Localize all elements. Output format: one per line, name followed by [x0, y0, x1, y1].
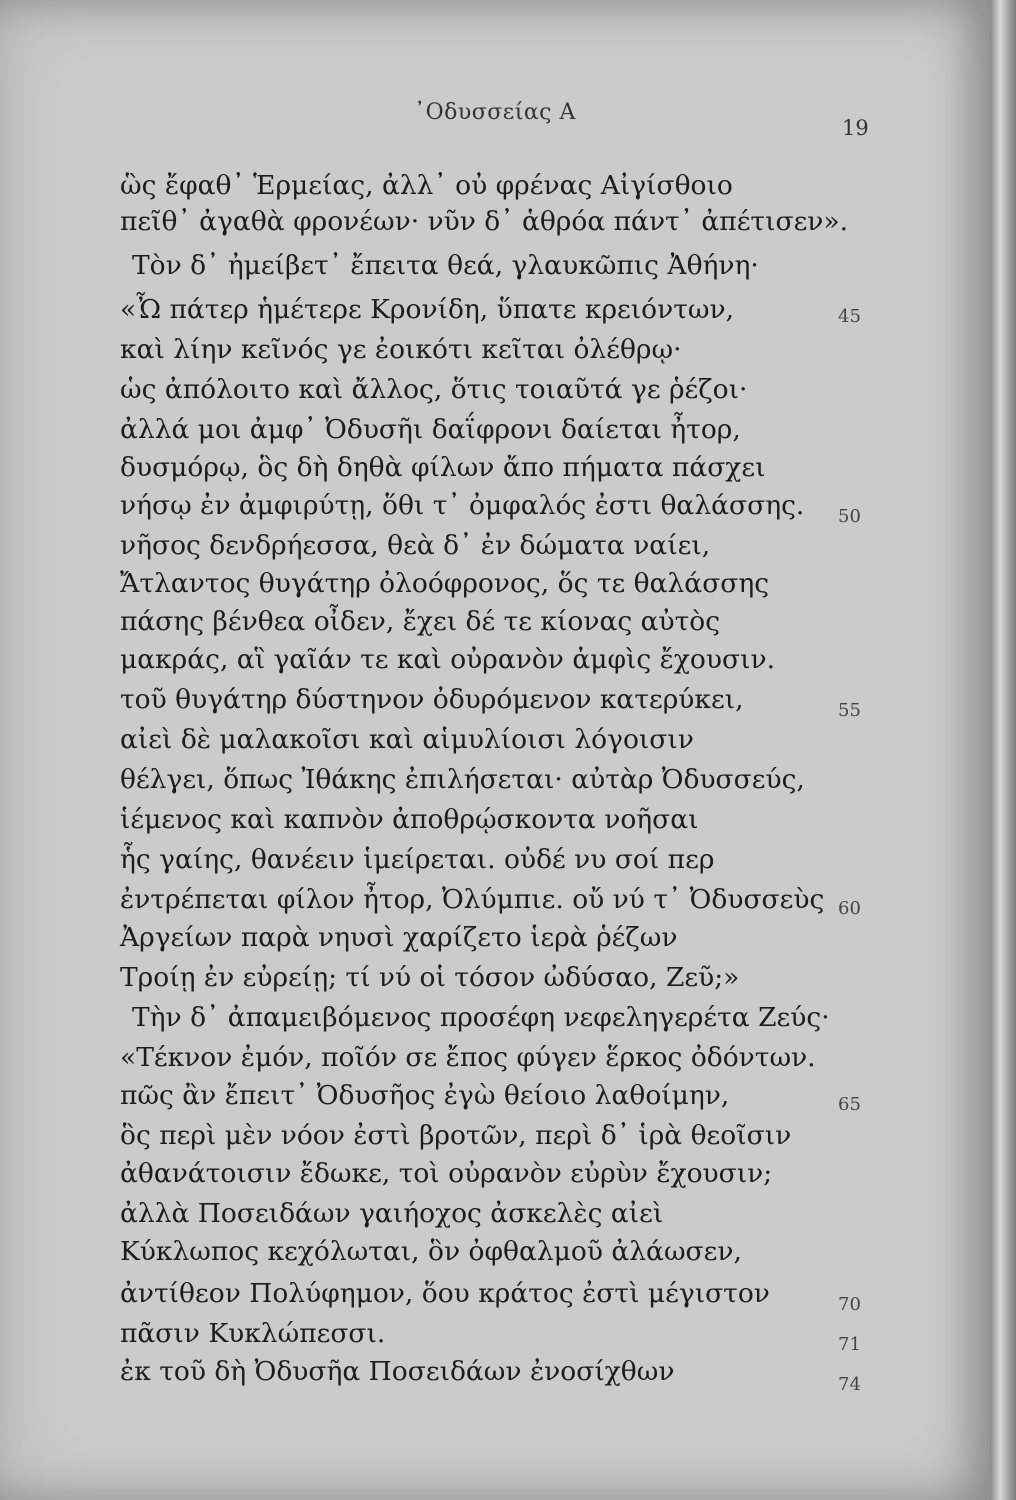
verse-line: ἀλλά μοι ἀμφ᾿ Ὀδυσῆι δαΐφρονι δαίεται ἦτορ,: [120, 414, 741, 445]
verse-line: Ἀργείων παρὰ νηυσὶ χαρίζετο ἱερὰ ῥέζων: [120, 922, 678, 953]
verse-line: ὣς ἔφαθ᾿ Ἑρμείας, ἀλλ᾿ οὐ φρένας Αἰγίσθοιο: [120, 170, 733, 201]
line-number: 45: [838, 306, 861, 327]
verse-line: ἱέμενος καὶ καπνὸν ἀποθρῴσκοντα νοῆσαι: [120, 804, 699, 835]
verse-line: ἐκ τοῦ δὴ Ὀδυσῆα Ποσειδάων ἐνοσίχθων: [120, 1356, 675, 1387]
verse-line: Κύκλωπος κεχόλωται, ὃν ὀφθαλμοῦ ἀλάωσεν,: [120, 1236, 742, 1267]
verse-line: ἐντρέπεται φίλον ἦτορ, Ὀλύμπιε. οὔ νύ τ᾿ Ὀδυσσεὺς: [120, 884, 825, 915]
verse-line: «Ὦ πάτερ ἡμέτερε Κρονίδη, ὕπατε κρειόντων,: [120, 294, 735, 325]
verse-line: τοῦ θυγάτηρ δύστηνον ὀδυρόμενον κατερύκει,: [120, 684, 744, 715]
verse-line: «Τέκνον ἐμόν, ποῖόν σε ἔπος φύγεν ἕρκος ὀδόντων.: [120, 1042, 816, 1073]
line-number: 50: [838, 506, 861, 527]
running-title: ᾿Οδυσσείας Α: [414, 100, 576, 125]
line-number: 60: [838, 898, 861, 919]
verse-line: καὶ λίην κεῖνός γε ἐοικότι κεῖται ὀλέθρῳ·: [120, 334, 682, 365]
verse-line: Ἄτλαντος θυγάτηρ ὀλοόφρονος, ὅς τε θαλάσσης: [120, 568, 770, 599]
verse-line: πεῖθ᾿ ἀγαθὰ φρονέων· νῦν δ᾿ ἁθρόα πάντ᾿ ἀπέτισεν».: [120, 206, 849, 237]
verse-line: ὃς περὶ μὲν νόον ἐστὶ βροτῶν, περὶ δ᾿ ἱρὰ θεοῖσιν: [120, 1120, 792, 1151]
book-page-edge: [990, 0, 1016, 1500]
verse-line: ἀντίθεον Πολύφημον, ὅου κράτος ἐστὶ μέγιστον: [120, 1278, 770, 1309]
line-number: 65: [838, 1094, 861, 1115]
line-number: 71: [838, 1334, 861, 1355]
verse-line: Τροίῃ ἐν εὐρείῃ; τί νύ οἱ τόσον ὠδύσαο, Ζεῦ;»: [120, 962, 740, 993]
page-number: 19: [842, 116, 869, 140]
verse-line: δυσμόρῳ, ὃς δὴ δηθὰ φίλων ἄπο πήματα πάσχει: [120, 452, 766, 483]
verse-line: αἰεὶ δὲ μαλακοῖσι καὶ αἱμυλίοισι λόγοισιν: [120, 724, 694, 755]
verse-line: ἀθανάτοισιν ἔδωκε, τοὶ οὐρανὸν εὐρὺν ἔχουσιν;: [120, 1158, 773, 1189]
verse-line: θέλγει, ὅπως Ἰθάκης ἐπιλήσεται· αὐτὰρ Ὀδυσσεύς,: [120, 764, 805, 795]
verse-line: πῶς ἂν ἔπειτ᾿ Ὀδυσῆος ἐγὼ θείοιο λαθοίμην,: [120, 1080, 730, 1111]
verse-line: Τὸν δ᾿ ἠμείβετ᾿ ἔπειτα θεά, γλαυκῶπις Ἀθήνη·: [132, 250, 759, 281]
verse-line: Τὴν δ᾿ ἀπαμειβόμενος προσέφη νεφεληγερέτα Ζεύς·: [132, 1002, 830, 1033]
verse-line: ἀλλὰ Ποσειδάων γαιήοχος ἀσκελὲς αἰεὶ: [120, 1198, 664, 1229]
line-number: 70: [838, 1294, 861, 1315]
verse-line: ἧς γαίης, θανέειν ἱμείρεται. οὐδέ νυ σοί περ: [120, 844, 715, 875]
verse-line: μακράς, αἳ γαῖάν τε καὶ οὐρανὸν ἀμφὶς ἔχουσιν.: [120, 644, 776, 675]
line-number: 74: [838, 1374, 861, 1395]
verse-line: νήσῳ ἐν ἀμφιρύτῃ, ὅθι τ᾿ ὀμφαλός ἐστι θαλάσσης.: [120, 490, 805, 521]
verse-line: πᾶσιν Κυκλώπεσσι.: [120, 1318, 386, 1349]
verse-line: νῆσος δενδρήεσσα, θεὰ δ᾿ ἐν δώματα ναίει,: [120, 530, 711, 561]
line-number: 55: [838, 700, 861, 721]
verse-line: ὡς ἀπόλοιτο καὶ ἄλλος, ὅτις τοιαῦτά γε ῥέζοι·: [120, 374, 748, 405]
verse-line: πάσης βένθεα οἶδεν, ἔχει δέ τε κίονας αὐτὸς: [120, 606, 721, 637]
